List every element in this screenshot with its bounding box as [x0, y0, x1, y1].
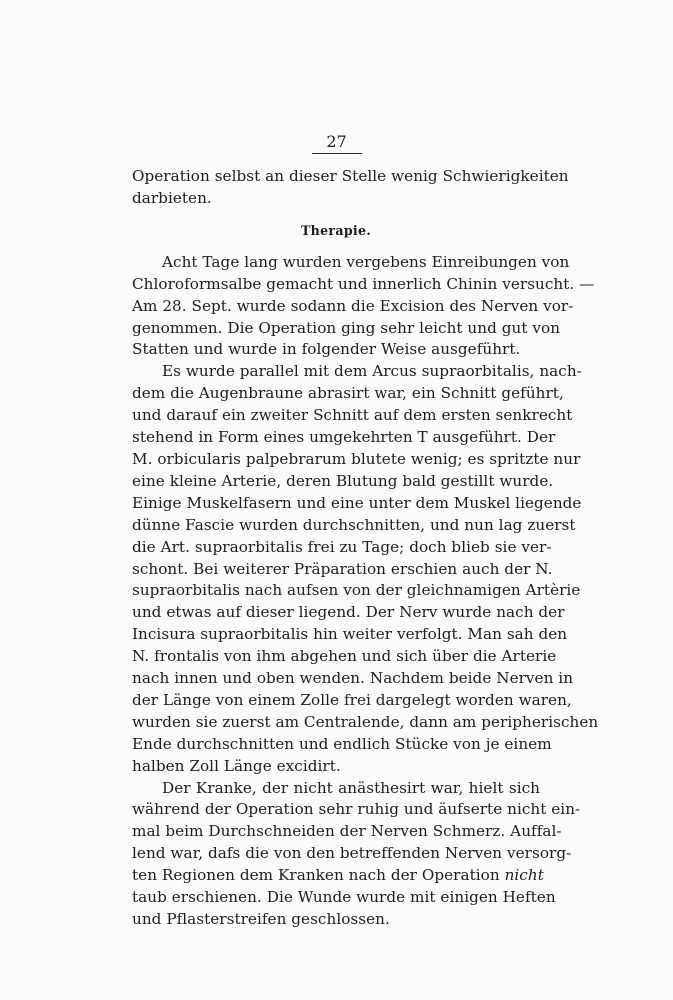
text-line: die Art. supraorbitalis frei zu Tage; doch blieb sie ver-: [132, 537, 552, 556]
paragraph-patient: [132, 778, 581, 931]
text-line: Statten und wurde in folgender Weise ausgeführt.: [132, 340, 521, 359]
text-line: dünne Fascie wurden durchschnitten, und nun lag zuerst: [132, 515, 576, 534]
text-line: und darauf ein zweiter Schnitt auf dem ersten senkrecht: [132, 406, 573, 425]
text-line: halben Zoll Länge excidirt.: [132, 756, 341, 775]
paragraph-continuation: [132, 166, 569, 210]
text-line: N. frontalis von ihm abgehen und sich über die Arterie: [132, 647, 557, 666]
text-line: darbieten.: [132, 188, 212, 207]
text-line: taub erschienen. Die Wunde wurde mit einigen Heften: [132, 888, 556, 907]
text-line: Es wurde parallel mit dem Arcus supraorbitalis, nach-: [162, 362, 582, 381]
text-line: [132, 865, 544, 887]
emphasized-word: nicht: [504, 866, 544, 885]
text-line: Ende durchschnitten und endlich Stücke von je einem: [132, 734, 552, 753]
text-line: der Länge von einem Zolle frei dargelegt worden waren,: [132, 690, 572, 709]
paragraph-therapy-intro: [132, 252, 595, 362]
page-number-rule: [312, 153, 362, 154]
text-line: eine kleine Arterie, deren Blutung bald gestillt wurde.: [132, 471, 554, 490]
text-line: supraorbitalis nach aufsen von der gleichnamigen Artèrie: [132, 581, 581, 600]
text-line: während der Operation sehr ruhig und äufserte nicht ein-: [132, 800, 581, 819]
text-line: Der Kranke, der nicht anästhesirt war, hielt sich: [162, 778, 540, 797]
section-heading: Therapie.: [300, 222, 372, 238]
text-line: Chloroformsalbe gemacht und innerlich Chinin versucht. —: [132, 274, 595, 293]
text-line: und Pflasterstreifen geschlossen.: [132, 910, 390, 928]
text-line: M. orbicularis palpebrarum blutete wenig; es spritzte nur: [132, 449, 581, 468]
text-line: schont. Bei weiterer Präparation erschien auch der N.: [132, 559, 553, 578]
text-line: wurden sie zuerst am Centralende, dann am peripherischen: [132, 712, 599, 731]
text-line: mal beim Durchschneiden der Nerven Schmerz. Auffal-: [132, 822, 562, 841]
text-line: Operation selbst an dieser Stelle wenig Schwierigkeiten: [132, 167, 569, 185]
text-line: Incisura supraorbitalis hin weiter verfolgt. Man sah den: [132, 625, 568, 644]
body-text: [132, 166, 599, 931]
text-segment: ten Regionen dem Kranken nach der Operation: [132, 866, 500, 885]
text-line: Acht Tage lang wurden vergebens Einreibungen von: [162, 252, 570, 271]
text-line: Einige Muskelfasern und eine unter dem Muskel liegende: [132, 493, 582, 512]
text-line: und etwas auf dieser liegend. Der Nerv wurde nach der: [132, 603, 565, 622]
page-number: 27: [326, 132, 347, 151]
text-line: nach innen und oben wenden. Nachdem beide Nerven in: [132, 669, 574, 688]
text-line: stehend in Form eines umgekehrten T ausgeführt. Der: [132, 428, 556, 447]
text-line: lend war, dafs die von den betreffenden Nerven versorg-: [132, 844, 572, 863]
text-line: genommen. Die Operation ging sehr leicht und gut von: [132, 318, 561, 337]
text-line: dem die Augenbraune abrasirt war, ein Schnitt geführt,: [132, 384, 564, 403]
paragraph-operation: [132, 361, 599, 777]
text-line: Am 28. Sept. wurde sodann die Excision des Nerven vor-: [132, 296, 574, 315]
